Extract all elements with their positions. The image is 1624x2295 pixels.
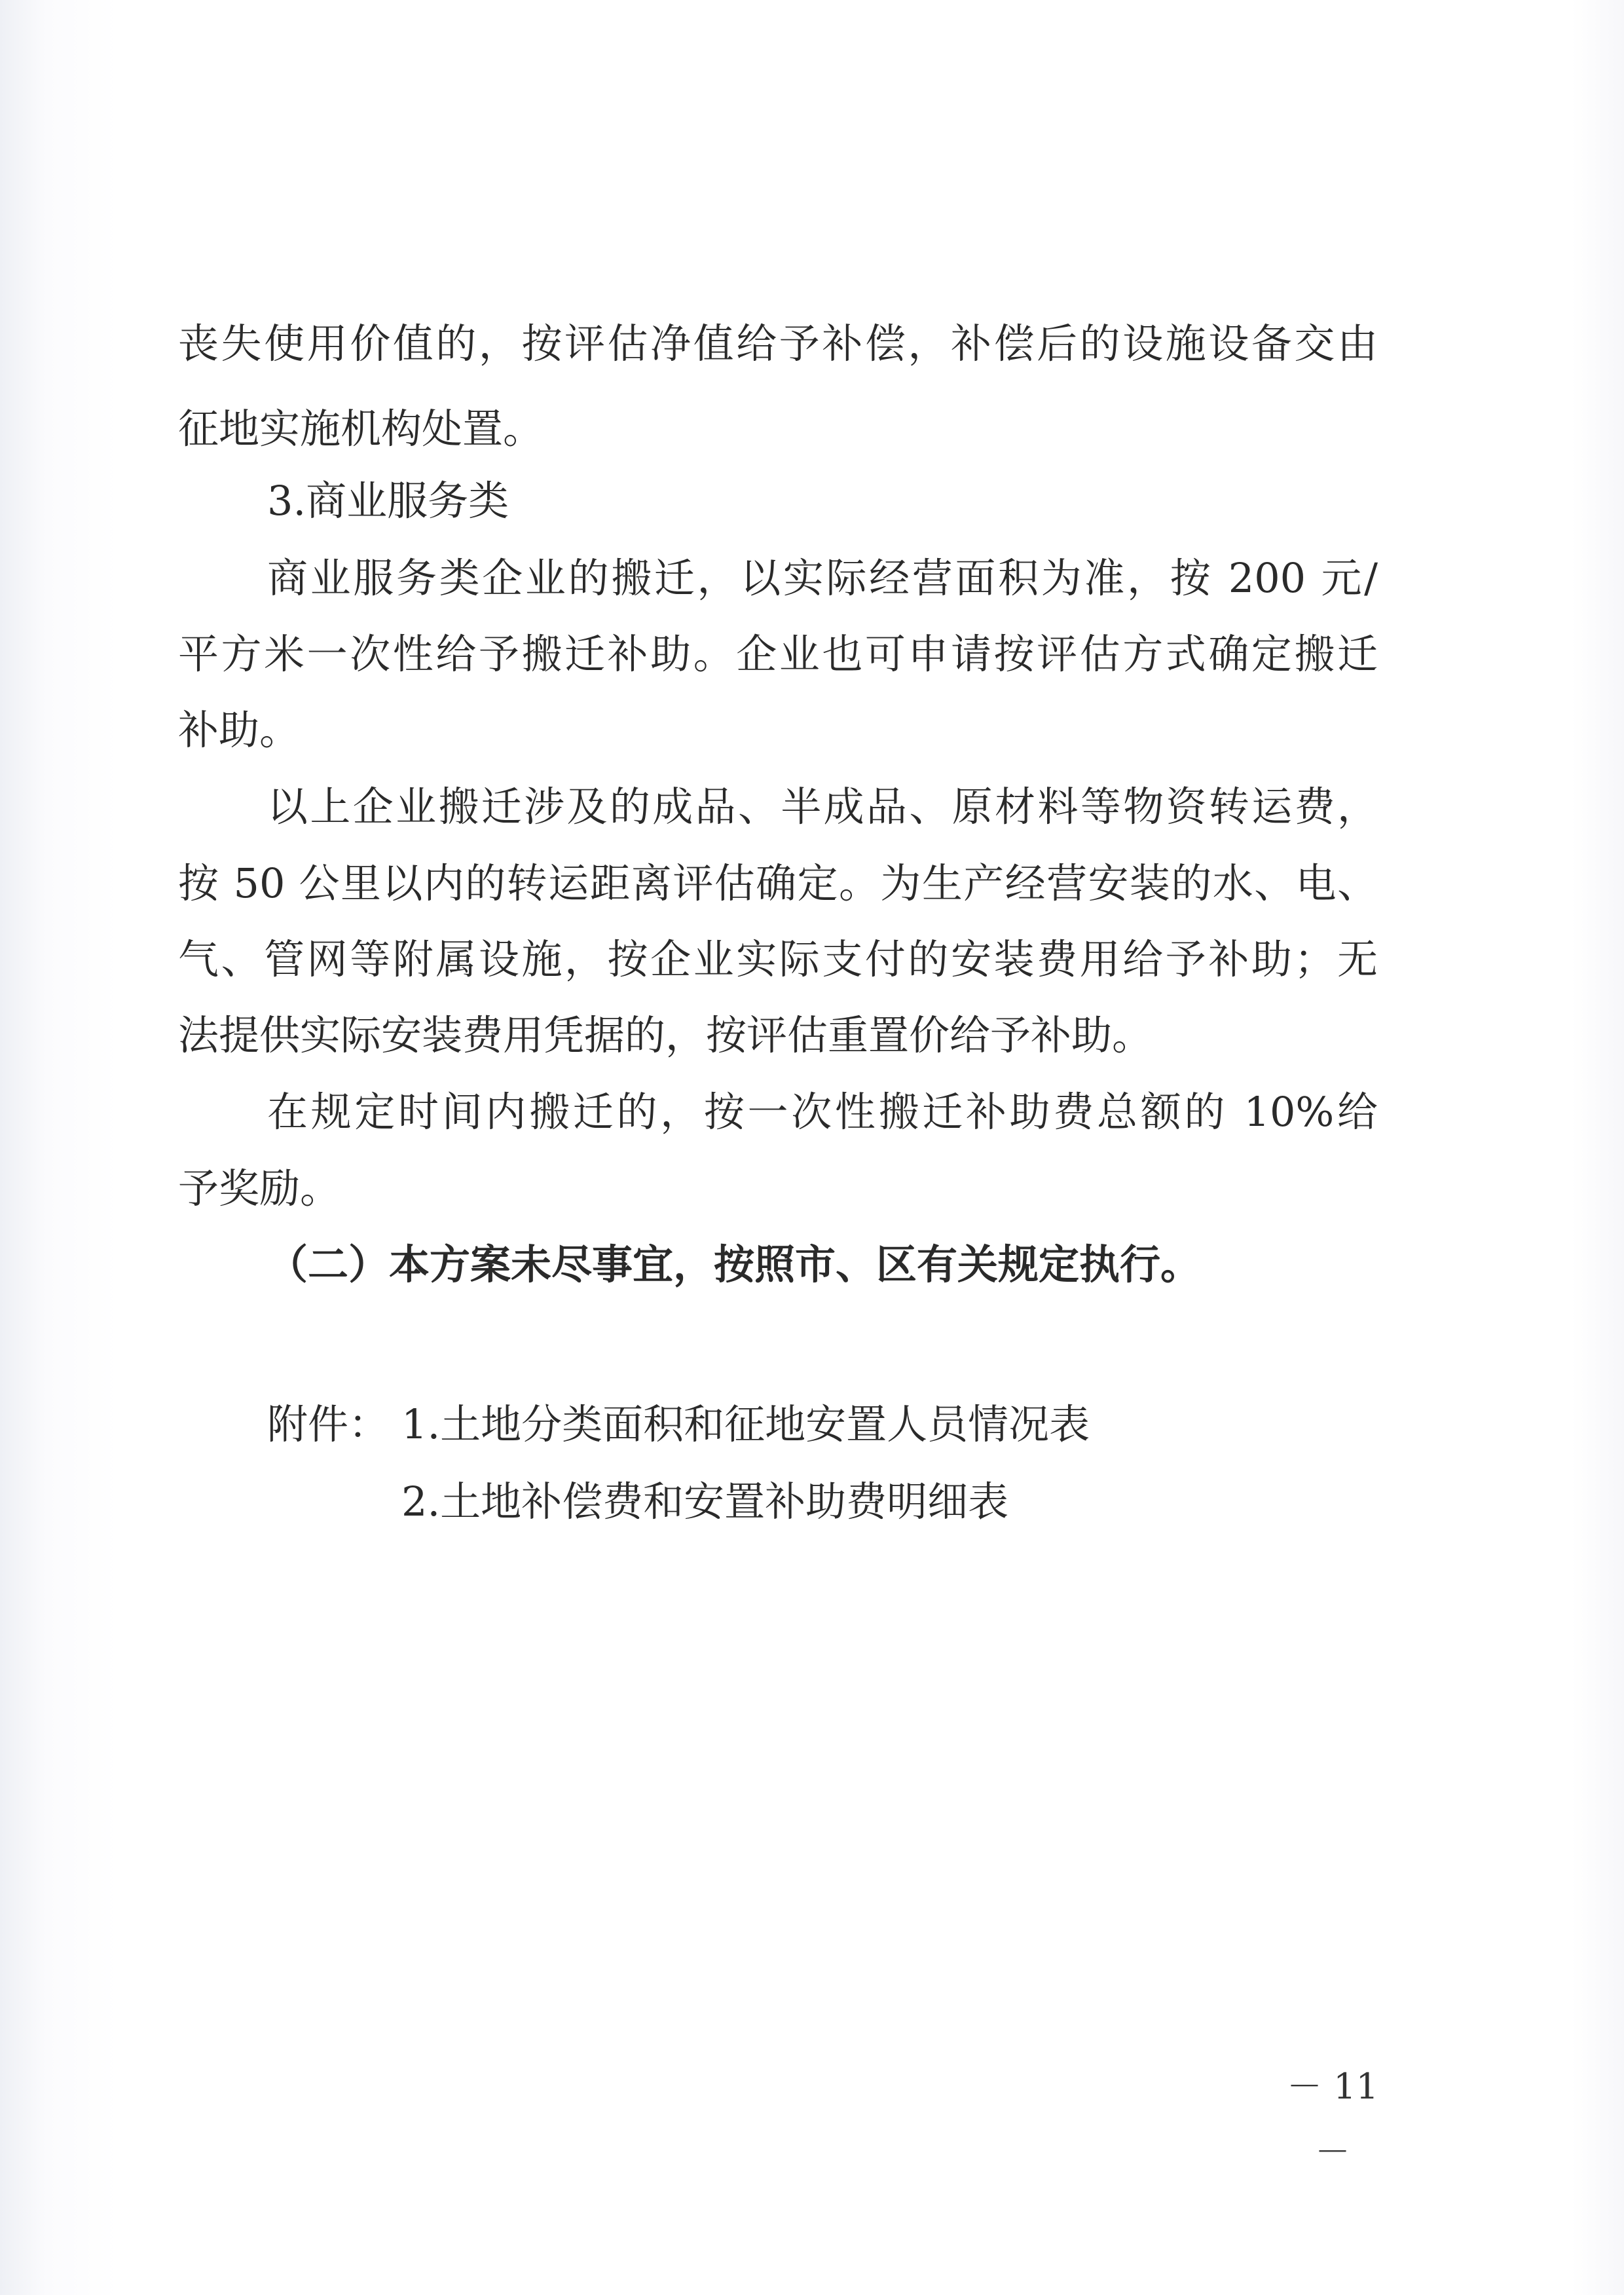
paragraph-line: 平方米一次性给予搬迁补助。企业也可申请按评估方式确定搬迁 (178, 630, 1378, 678)
attachment-item: 2.土地补偿费和安置补助费明细表 (401, 1478, 1009, 1525)
paragraph-line: 以上企业搬迁涉及的成品、半成品、原材料等物资转运费， (267, 783, 1378, 830)
section-heading: 3.商业服务类 (267, 477, 509, 525)
paragraph-line: 法提供实际安装费用凭据的，按评估重置价给予补助。 (178, 1011, 1153, 1059)
section-heading: （二）本方案未尽事宜，按照市、区有关规定执行。 (267, 1241, 1202, 1288)
page-number: － 11 － (1287, 2066, 1378, 2173)
paragraph-line: 丧失使用价值的，按评估净值给予补偿，补偿后的设施设备交由 (178, 320, 1378, 367)
attachments-label: 附件： (267, 1400, 390, 1448)
paragraph-line: 征地实施机构处置。 (178, 405, 544, 453)
paragraph-line: 按 50 公里以内的转运距离评估确定。为生产经营安装的水、电、 (178, 859, 1378, 907)
paragraph-line: 予奖励。 (178, 1165, 341, 1212)
attachment-item: 1.土地分类面积和征地安置人员情况表 (401, 1400, 1090, 1448)
paragraph-line: 补助。 (178, 706, 301, 754)
paragraph-line: 气、管网等附属设施，按企业实际支付的安装费用给予补助；无 (178, 935, 1378, 983)
paragraph-line: 商业服务类企业的搬迁，以实际经营面积为准，按 200 元/ (267, 554, 1378, 602)
paragraph-line: 在规定时间内搬迁的，按一次性搬迁补助费总额的 10%给 (267, 1088, 1378, 1136)
